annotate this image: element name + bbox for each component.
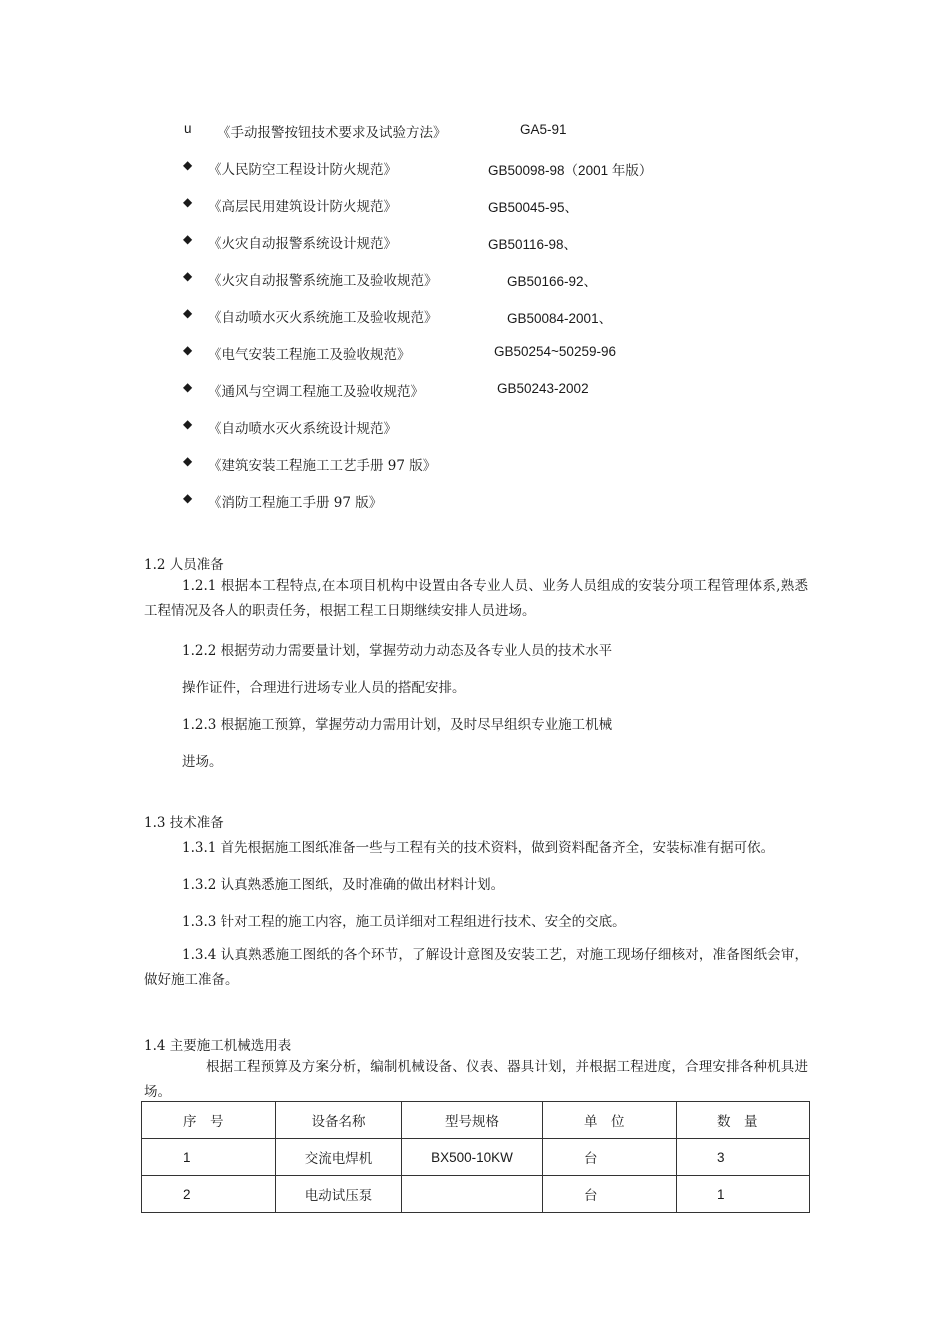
diamond-bullet-icon: ◆ <box>183 195 193 209</box>
table-cell: 1 <box>142 1139 276 1176</box>
standard-code: GA5-91 <box>520 122 567 137</box>
standard-title: 《火灾自动报警系统设计规范》 <box>208 236 397 252</box>
diamond-bullet-icon: ◆ <box>183 417 193 431</box>
section-heading: 1.2 人员准备 <box>144 557 224 573</box>
section-heading: 1.4 主要施工机械选用表 <box>144 1038 292 1054</box>
paragraph: 1.2.2 根据劳动力需要量计划，掌握劳动力动态及各专业人员的技术水平 <box>182 643 613 659</box>
standard-title: 《通风与空调工程施工及验收规范》 <box>208 384 424 400</box>
standard-code: GB50098-98（2001 年版） <box>488 163 653 178</box>
header-cell: 序 号 <box>142 1102 276 1139</box>
header-cell: 单 位 <box>543 1102 677 1139</box>
paragraph: 1.3.1 首先根据施工图纸准备一些与工程有关的技术资料，做到资料配备齐全，安装标准有据可依。 <box>182 840 775 856</box>
diamond-bullet-icon: ◆ <box>183 343 193 357</box>
diamond-bullet-icon: ◆ <box>183 306 193 320</box>
standard-title: 《消防工程施工手册 97 版》 <box>208 495 383 511</box>
standard-code: GB50243-2002 <box>497 381 589 396</box>
standard-code: GB50116-98、 <box>488 237 578 252</box>
paragraph: 1.3.3 针对工程的施工内容，施工员详细对工程组进行技术、安全的交底。 <box>182 914 626 930</box>
diamond-bullet-icon: ◆ <box>183 158 193 172</box>
standard-code: GB50166-92、 <box>507 274 598 289</box>
table-cell: 3 <box>677 1139 810 1176</box>
standard-title: 《电气安装工程施工及验收规范》 <box>208 347 411 363</box>
standard-title: 《自动喷水灭火系统设计规范》 <box>208 421 397 437</box>
table-cell: 台 <box>543 1139 677 1176</box>
table-cell: 台 <box>543 1176 677 1213</box>
standard-title: 《建筑安装工程施工工艺手册 97 版》 <box>208 458 437 474</box>
standard-code: GB50254~50259-96 <box>494 344 616 359</box>
table-header-row <box>142 1102 810 1139</box>
standard-title: 《高层民用建筑设计防火规范》 <box>208 199 397 215</box>
diamond-bullet-icon: ◆ <box>183 491 193 505</box>
paragraph: 根据工程预算及方案分析，编制机械设备、仪表、器具计划，并根据工程进度，合理安排各种机具进场。 <box>144 1059 808 1100</box>
table-cell: 交流电焊机 <box>276 1139 402 1176</box>
table-cell: BX500-10KW <box>402 1139 543 1176</box>
standard-code: GB50045-95、 <box>488 200 579 215</box>
paragraph: 1.2.1 根据本工程特点,在本项目机构中设置由各专业人员、业务人员组成的安装分项工程管理体系,熟悉工程情况及各人的职责任务，根据工程工日期继续安排人员进场。 <box>144 578 808 619</box>
table-row <box>142 1176 810 1213</box>
section-heading: 1.3 技术准备 <box>144 815 224 831</box>
list-marker: u <box>184 121 192 136</box>
diamond-bullet-icon: ◆ <box>183 232 193 246</box>
standard-title: 《人民防空工程设计防火规范》 <box>208 162 397 178</box>
table-cell: 1 <box>677 1176 810 1213</box>
diamond-bullet-icon: ◆ <box>183 380 193 394</box>
table-cell: 2 <box>142 1176 276 1213</box>
table-row <box>142 1139 810 1176</box>
paragraph-continuation: 操作证件，合理进行进场专业人员的搭配安排。 <box>182 680 466 696</box>
header-cell: 设备名称 <box>276 1102 402 1139</box>
equipment-table <box>141 1101 810 1213</box>
standard-code: GB50084-2001、 <box>507 311 613 326</box>
header-cell: 型号规格 <box>402 1102 543 1139</box>
table-cell <box>402 1176 543 1213</box>
standard-title: 《手动报警按钮技术要求及试验方法》 <box>217 125 447 141</box>
header-cell: 数 量 <box>677 1102 810 1139</box>
paragraph-continuation: 进场。 <box>182 754 223 770</box>
paragraph: 1.2.3 根据施工预算，掌握劳动力需用计划，及时尽早组织专业施工机械 <box>182 717 613 733</box>
standard-title: 《火灾自动报警系统施工及验收规范》 <box>208 273 438 289</box>
table-cell: 电动试压泵 <box>276 1176 402 1213</box>
paragraph: 1.3.2 认真熟悉施工图纸，及时准确的做出材料计划。 <box>182 877 505 893</box>
diamond-bullet-icon: ◆ <box>183 269 193 283</box>
standard-title: 《自动喷水灭火系统施工及验收规范》 <box>208 310 438 326</box>
diamond-bullet-icon: ◆ <box>183 454 193 468</box>
paragraph: 1.3.4 认真熟悉施工图纸的各个环节，了解设计意图及安装工艺，对施工现场仔细核对，准备图纸会审，做好施工准备。 <box>144 947 808 988</box>
